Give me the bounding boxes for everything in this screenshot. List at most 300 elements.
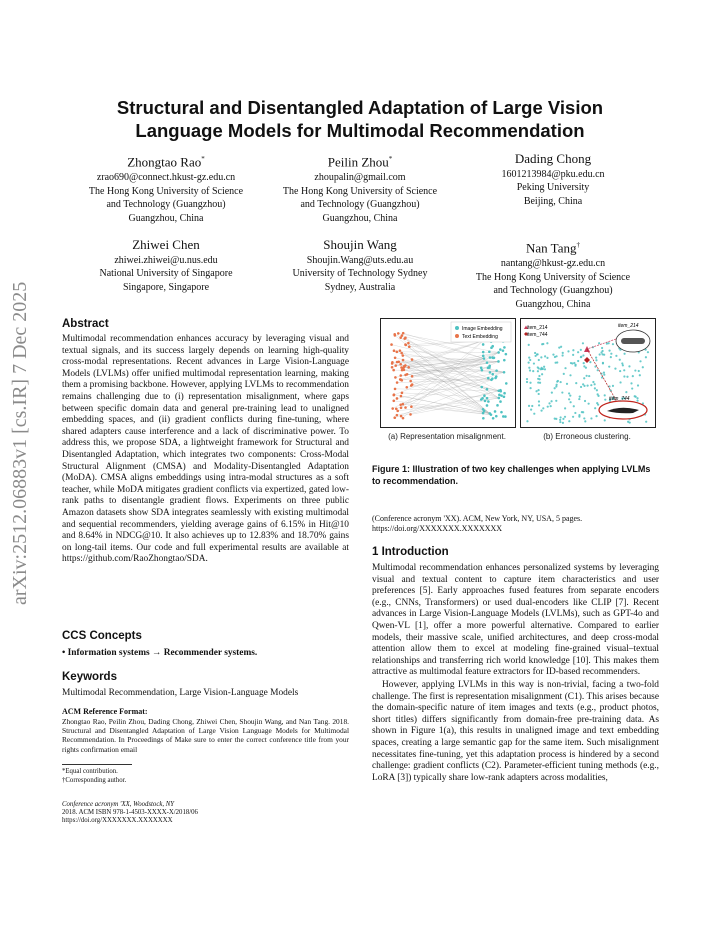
author-name: Peilin Zhou [327,154,389,170]
cluster-point [554,387,556,389]
author-mark: † [576,241,580,249]
text-embedding-point [396,414,399,417]
author-mark: * [201,155,205,163]
cluster-point [583,365,585,367]
image-embedding-point [499,389,502,392]
conference-reference: (Conference acronym 'XX). ACM, New York, NY, USA, 5 pages. https://doi.org/XXXXXXX.XXXXXXX [372,514,583,533]
text-embedding-point [400,378,403,381]
cluster-point [639,374,641,376]
cluster-point [550,405,552,407]
cluster-point [580,349,582,351]
acm-ref-text: Zhongtao Rao, Peilin Zhou, Dading Chong, Zhiwei Chen, Shoujin Wang, and Nan Tang. 2018. Structural and Disentangled Adaptation of Large Vision Language Models for Multimodal Recommendation. In Proceedings of Make sure to enter the correct conference title from your rights confirmation email [62,717,349,754]
cluster-point [594,383,596,385]
cluster-point [542,407,544,409]
cluster-point [556,381,558,383]
footnote-equal: *Equal contribution. [62,768,118,775]
cluster-point [533,362,535,364]
acm-ref-heading: ACM Reference Format: [62,707,148,716]
image-embedding-point [492,417,495,420]
text-embedding-point [408,345,411,348]
image-embedding-point [483,410,486,413]
cluster-point [528,405,530,407]
cluster-point [636,400,638,402]
legend-spacer [555,329,559,332]
text-embedding-point [399,363,402,366]
image-embedding-point [500,394,503,397]
cluster-point [551,392,553,394]
text-embedding-point [390,343,393,346]
item214-product-shape [621,338,645,344]
author-aff: Singapore, Singapore [122,281,210,293]
cluster-point [529,369,531,371]
image-embedding-point [505,353,508,356]
cluster-point [590,384,592,386]
conf-line-3: https://doi.org/XXXXXXX.XXXXXXX [62,817,173,824]
cluster-point [634,369,636,371]
cluster-point [632,375,634,377]
cluster-point [537,370,539,372]
cluster-point [619,370,621,372]
cluster-point [526,378,528,380]
cluster-point [634,395,636,397]
cluster-point [610,356,612,358]
cluster-point [598,342,600,344]
image-embedding-point [486,361,489,364]
cluster-point [596,389,598,391]
cluster-point [604,419,606,421]
cluster-point [626,376,628,378]
cluster-point [595,415,597,417]
author-email: Shoujin.Wang@uts.edu.au [306,255,414,266]
callout-top-label: item_214 [618,323,639,329]
image-embedding-point [503,392,506,395]
cluster-point [564,416,566,418]
image-embedding-point [487,377,490,380]
image-embedding-point [484,400,487,403]
author-name: Zhongtao Rao [127,154,202,170]
image-embedding-point [482,417,485,420]
image-embedding-point [490,346,493,349]
author-aff: and Technology (Guangzhou) [106,199,226,211]
text-embedding-point [399,374,402,377]
cluster-point [538,375,540,377]
cluster-point [568,398,570,400]
text-embedding-point [410,405,413,408]
text-embedding-point [391,407,394,410]
author-mark: * [388,155,393,163]
intro-heading: 1 Introduction [372,546,449,558]
cluster-point [529,387,531,389]
cluster-point [546,357,548,359]
cluster-point [533,413,535,415]
image-embedding-point [486,388,489,391]
text-embedding-point [400,395,403,398]
legend-text-label: Text Embedding [462,334,498,340]
text-embedding-point [394,356,397,359]
cluster-point [579,396,581,398]
author-name: Shoujin Wang [323,237,397,252]
cluster-point [596,402,598,404]
cluster-point [571,362,573,364]
author-name: Dading Chong [514,151,592,166]
text-embedding-point [402,332,405,335]
cluster-point [567,350,569,352]
cluster-point [559,421,561,423]
cluster-point [535,355,537,357]
cluster-point [594,407,596,409]
text-embedding-point [400,406,403,409]
cluster-point [526,381,528,383]
cluster-point [582,411,584,413]
text-embedding-point [393,416,396,419]
alignment-line [394,401,490,414]
cluster-point [631,387,633,389]
cluster-point [572,354,574,356]
author-email: zhiwei.zhiwei@u.nus.edu [114,255,218,266]
text-embedding-point [394,388,397,391]
cluster-point [610,353,612,355]
cluster-point [528,357,530,359]
cluster-point [554,417,556,419]
cluster-point [584,400,586,402]
author-aff: Guangzhou, China [515,298,591,310]
cluster-point [582,354,584,356]
callout-bottom-label: item_744 [609,396,630,402]
cluster-point [541,343,543,345]
text-embedding-point [411,358,414,361]
cluster-point [647,351,649,353]
image-embedding-point [487,400,490,403]
image-embedding-point [486,397,489,400]
cluster-point [597,369,599,371]
cluster-point [586,375,588,377]
cluster-point [572,416,574,418]
cluster-point [601,353,603,355]
cluster-point [538,359,540,361]
cluster-point [619,381,621,383]
cluster-point [537,378,539,380]
cluster-point [555,355,557,357]
cluster-point [564,407,566,409]
text-embedding-point [402,359,405,362]
cluster-point [589,361,591,363]
image-embedding-point [490,378,493,381]
legend-item744-label: item_744 [527,332,548,338]
cluster-point [563,373,565,375]
title-line-2: Language Models for Multimodal Recommendation [135,120,585,141]
cluster-point [588,375,590,377]
image-embedding-point [503,359,506,362]
cluster-point [608,366,610,368]
cluster-point [537,389,539,391]
text-embedding-point [403,337,406,340]
cluster-point [550,400,552,402]
figure-panel-b [520,318,656,428]
text-embedding-point [392,369,395,372]
ccs-text: • Information systems → Recommender systems. [62,648,258,658]
image-embedding-point [481,397,484,400]
image-embedding-point [488,350,491,353]
text-embedding-point [404,343,407,346]
text-embedding-point [409,413,412,416]
cluster-point [619,359,621,361]
paper-title [90,96,630,142]
cluster-point [562,418,564,420]
image-embedding-point [495,375,498,378]
cluster-point [608,342,610,344]
cluster-point [645,356,647,358]
image-embedding-point [499,348,502,351]
cluster-point [559,419,561,421]
author-name: Zhiwei Chen [132,237,200,252]
author-block-5 [260,236,460,294]
cluster-point [548,402,550,404]
cluster-point [568,392,570,394]
cluster-point [564,367,566,369]
author-aff: Guangzhou, China [128,212,204,224]
cluster-point [638,370,640,372]
image-embedding-point [489,371,492,374]
image-embedding-point [503,346,506,349]
cluster-point [645,421,647,423]
image-embedding-point [494,410,497,413]
cluster-point [583,377,585,379]
cluster-point [588,403,590,405]
image-embedding-point [488,365,491,368]
cluster-point [604,399,606,401]
cluster-point [583,362,585,364]
text-embedding-point [396,351,399,354]
cluster-point [531,405,533,407]
text-embedding-point [396,381,399,384]
author-email: zrao690@connect.hkust-gz.edu.cn [96,172,236,184]
cluster-point [608,350,610,352]
conf-line-1: Conference acronym 'XX, Woodstock, NY [62,801,175,808]
author-aff: and Technology (Guangzhou) [300,199,420,211]
cluster-point [639,360,641,362]
caption-b: (b) Erroneous clustering. [543,432,631,441]
cluster-point [625,391,627,393]
text-embedding-point [399,336,402,339]
author-aff: and Technology (Guangzhou) [493,285,613,297]
cluster-point [546,342,548,344]
text-embedding-point [407,366,410,369]
abstract-heading: Abstract [62,318,109,330]
keywords-text: Multimodal Recommendation, Large Vision-Language Models [62,688,299,698]
cluster-point [537,381,539,383]
text-embedding-point [393,393,396,396]
figure-panel-a [380,318,516,428]
author-block-4 [66,236,266,294]
cluster-point [623,375,625,377]
image-embedding-point [480,386,483,389]
cluster-point [614,367,616,369]
image-embedding-point [503,371,506,374]
cluster-point [555,362,557,364]
text-embedding-point [411,375,414,378]
cluster-point [532,370,534,372]
text-embedding-point [402,417,405,420]
cluster-point [562,422,564,424]
cluster-point [538,404,540,406]
cluster-point [526,420,528,422]
cluster-point [577,360,579,362]
image-embedding-point [503,395,506,398]
cluster-point [569,395,571,397]
cluster-point [544,368,546,370]
cluster-point [578,398,580,400]
text-embedding-point [396,410,399,413]
scatter-plot-a [381,319,515,427]
cluster-point [528,367,530,369]
cluster-point [583,385,585,387]
text-embedding-point [402,403,405,406]
cluster-point [608,385,610,387]
cluster-point [562,352,564,354]
cluster-point [569,374,571,376]
text-embedding-point [396,397,399,400]
legend-item214-label: item_214 [527,325,548,331]
image-embedding-point [496,404,499,407]
image-embedding-point [486,404,489,407]
cluster-point [630,382,632,384]
cluster-point [560,346,562,348]
cluster-point [572,349,574,351]
cluster-point [577,351,579,353]
cluster-point [574,364,576,366]
cluster-point [561,391,563,393]
text-embedding-point [405,386,408,389]
caption-a: (a) Representation misalignment. [388,432,506,441]
cluster-point [528,362,530,364]
cluster-point [580,356,582,358]
legend-image-label: Image Embedding [462,326,503,332]
text-embedding-point [411,383,414,386]
cluster-point [555,385,557,387]
text-embedding-point [397,332,400,335]
text-embedding-point [400,415,403,418]
cluster-point [590,417,592,419]
cluster-point [578,416,580,418]
cluster-point [584,420,586,422]
cluster-point [541,373,543,375]
text-embedding-point [401,369,404,372]
image-embedding-point [482,355,485,358]
author-aff: Beijing, China [523,195,583,207]
image-embedding-point [495,369,498,372]
text-embedding-point [391,362,394,365]
author-aff: The Hong Kong University of Science [282,185,438,197]
cluster-point [615,355,617,357]
text-embedding-point [393,333,396,336]
cluster-point [552,354,554,356]
footnote-corresponding: †Corresponding author. [62,777,127,784]
image-embedding-point [490,413,493,416]
legend-text-dot [455,334,459,338]
cluster-point [528,344,530,346]
cluster-point [599,353,601,355]
cluster-point [601,347,603,349]
image-embedding-point [482,343,485,346]
cluster-point [586,385,588,387]
text-embedding-point [392,400,395,403]
cluster-point [538,367,540,369]
cluster-point [583,417,585,419]
cluster-point [538,400,540,402]
cluster-point [573,405,575,407]
cluster-point [562,354,564,356]
cluster-point [595,357,597,359]
cluster-point [637,384,639,386]
text-embedding-point [404,364,407,367]
cluster-point [568,420,570,422]
cluster-point [603,374,605,376]
cluster-point [602,362,604,364]
figure-caption: Figure 1: Illustration of two key challenges when applying LVLMs to recommendation. [372,464,651,486]
cluster-point [529,359,531,361]
arxiv-stamp: arXiv:2512.06883v1 [cs.IR] 7 Dec 2025 [9,281,31,605]
author-block-3 [453,150,653,208]
image-embedding-point [499,400,502,403]
text-embedding-point [399,349,402,352]
alignment-line [395,389,499,391]
text-embedding-point [400,352,403,355]
cluster-point [540,356,542,358]
item744-marker [584,357,590,363]
image-embedding-point [483,394,486,397]
image-embedding-point [480,366,483,369]
author-email: nantang@hkust-gz.edu.cn [500,258,606,270]
author-aff: National University of Singapore [99,268,233,280]
intro-paragraph-2: However, applying LVLMs in this way is non-trivial, facing a two-fold challenge. The first is representation misalignment (C1). This arises because the domain-specific nature of item images and texts (e.g., product photos, short titles) differs significantly from domain-free pre-training data. As shown in Figure 1(a), this results in unaligned image and text embedding spaces, creating a large semantic gap for the same item. Such misalignment necessitates fine-tuning, yet this adaptation process is hindered by a second challenge: gradient conflicts (C2). Parameter-efficient tuning methods (e.g., LoRA [3]) typically share low-rank adapters across modalities, [372,680,659,783]
image-embedding-point [500,411,503,414]
author-aff: University of Technology Sydney [292,268,428,280]
cluster-point [555,400,557,402]
cluster-point [603,372,605,374]
author-aff: Guangzhou, China [322,212,398,224]
cluster-point [623,353,625,355]
image-embedding-point [502,349,505,352]
legend-image-dot [455,326,459,330]
image-embedding-point [497,360,500,363]
author-aff: Sydney, Australia [324,281,396,293]
cluster-point [575,382,577,384]
text-embedding-point [396,361,399,364]
cluster-point [597,393,599,395]
cluster-point [540,410,542,412]
cluster-point [628,365,630,367]
cluster-point [623,369,625,371]
text-embedding-point [407,342,410,345]
cluster-point [580,386,582,388]
cluster-point [534,352,536,354]
image-embedding-point [481,369,484,372]
cluster-point [574,412,576,414]
image-embedding-point [482,351,485,354]
alignment-line [394,395,490,414]
text-embedding-point [406,373,409,376]
image-embedding-point [489,356,492,359]
intro-paragraph-1: Multimodal recommendation enhances personalized systems by leveraging visual and textual content to capture item characteristics and user preferences [5]. Early approaches fused features from separate encoders (e.g., CNNs, Transformers) or used dual-encoders like CLIP [7]. Recent advances in Large Vision-Language Models (LVLMs), such as GPT-4o and Qwen-VL [1], offer a more powerful alternative. Compared to earlier models, their massive scale, unified architectures, and deep cross-modal attention allow them to excel at modeling fine-grained visual–textual relationships and transferring rich world knowledge [10]. This makes them attractive as multimodal feature extractors for ID-based recommenders. [372,563,659,678]
cluster-point [595,359,597,361]
cluster-point [627,421,629,423]
author-aff: The Hong Kong University of Science [88,185,244,197]
cluster-point [529,382,531,384]
author-aff: The Hong Kong University of Science [475,271,631,283]
image-embedding-point [483,357,486,360]
cluster-point [604,394,606,396]
cluster-point [592,381,594,383]
